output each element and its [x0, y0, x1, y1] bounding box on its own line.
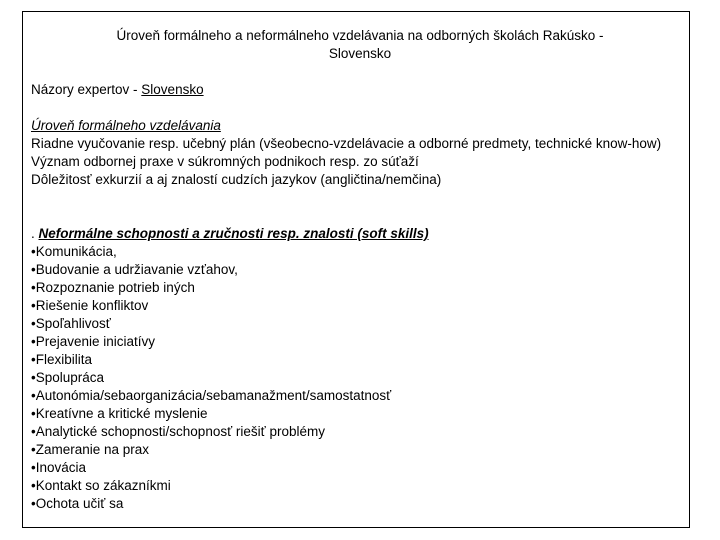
list-item: •Inovácia [31, 460, 87, 475]
experts-line [31, 81, 681, 99]
formal-heading: Úroveň formálneho vzdelávania [31, 118, 221, 133]
list-item: •Ochota učiť sa [31, 496, 124, 511]
experts-prefix: Názory expertov - [31, 82, 142, 97]
title-line-1: Úroveň formálneho a neformálneho vzdelávania na odborných školách Rakúsko - [116, 28, 604, 43]
list-item: •Rozpoznanie potrieb iných [31, 280, 195, 295]
experts-country: Slovensko [141, 82, 204, 97]
slide-title [40, 27, 680, 63]
list-item: •Kontakt so zákazníkmi [31, 478, 171, 493]
list-item: •Spolupráca [31, 370, 105, 385]
title-line-2: Slovensko [328, 46, 392, 61]
list-item: •Riešenie konfliktov [31, 298, 149, 313]
formal-line-1: Riadne vyučovanie resp. učebný plán (všeobecno-vzdelávacie a odborné predmety, technické know-how) [31, 136, 662, 151]
formal-line-3: Dôležitosť exkurzií a aj znalostí cudzích jazykov (angličtina/nemčina) [31, 172, 442, 187]
soft-prefix: . [31, 226, 39, 241]
list-item: •Analytické schopnosti/schopnosť riešiť problémy [31, 424, 325, 439]
formal-line-2: Význam odbornej praxe v súkromných podnikoch resp. zo súťaží [31, 154, 419, 169]
list-item: •Autonómia/sebaorganizácia/sebamanažment/samostatnosť [31, 388, 392, 403]
list-item: •Spoľahlivosť [31, 316, 111, 331]
formal-section [31, 117, 681, 189]
list-item: •Budovanie a udržiavanie vzťahov, [31, 262, 238, 277]
list-item: •Zameranie na prax [31, 442, 150, 457]
list-item: •Flexibilita [31, 352, 92, 367]
list-item: •Kreatívne a kritické myslenie [31, 406, 208, 421]
list-item: •Komunikácia, [31, 244, 117, 259]
soft-heading: Neformálne schopnosti a zručnosti resp. znalosti (soft skills) [38, 226, 429, 241]
list-item: •Prejavenie iniciatívy [31, 334, 156, 349]
soft-skills-section [31, 225, 681, 513]
